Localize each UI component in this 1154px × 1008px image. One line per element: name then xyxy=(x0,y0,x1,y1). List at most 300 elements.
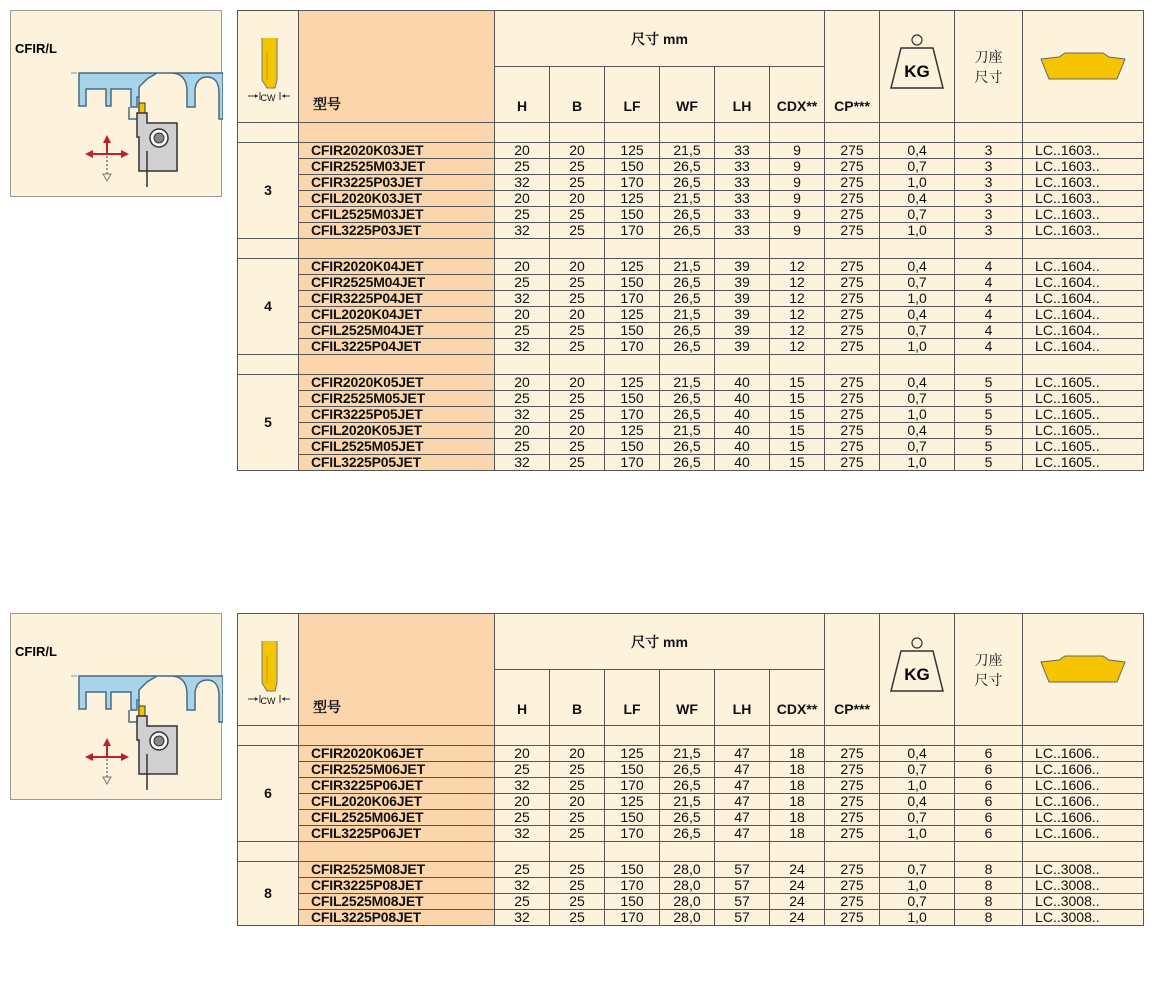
spacer-cell xyxy=(605,239,660,259)
panel-title: CFIR/L xyxy=(15,644,57,659)
wf-cell: 26,5 xyxy=(660,223,715,239)
spacer-cell xyxy=(770,123,825,143)
spacer-cell xyxy=(1023,842,1144,862)
lf-cell: 150 xyxy=(605,894,660,910)
wf-cell: 26,5 xyxy=(660,159,715,175)
table-row xyxy=(238,762,1144,778)
h-cell: 20 xyxy=(495,143,550,159)
lh-cell: 39 xyxy=(715,259,770,275)
cp-header: CP*** xyxy=(825,11,880,123)
dimensions-header: 尺寸 mm xyxy=(495,614,825,670)
spacer-cell xyxy=(495,123,550,143)
cdx-cell: 18 xyxy=(770,746,825,762)
spacer-cell xyxy=(238,726,299,746)
spacer-cell xyxy=(715,123,770,143)
cdx-cell: 12 xyxy=(770,291,825,307)
model-cell: CFIL3225P03JET xyxy=(299,223,495,239)
insert-cell: LC..1605.. xyxy=(1023,423,1144,439)
cp-cell: 275 xyxy=(825,407,880,423)
table-row xyxy=(238,778,1144,794)
spacer-cell xyxy=(550,355,605,375)
holder-size-cell: 5 xyxy=(955,391,1023,407)
workpiece-profile-icon xyxy=(71,73,223,119)
lf-cell: 150 xyxy=(605,323,660,339)
lf-cell: 170 xyxy=(605,826,660,842)
h-cell: 25 xyxy=(495,207,550,223)
cdx-cell: 18 xyxy=(770,810,825,826)
h-cell: 25 xyxy=(495,159,550,175)
spacer-cell xyxy=(825,123,880,143)
lf-cell: 170 xyxy=(605,878,660,894)
lf-cell: 170 xyxy=(605,339,660,355)
cdx-header: CDX** xyxy=(770,670,825,726)
table-row xyxy=(238,810,1144,826)
spacer-cell xyxy=(495,239,550,259)
lh-cell: 39 xyxy=(715,291,770,307)
cp-cell: 275 xyxy=(825,910,880,926)
weight-cell: 1,0 xyxy=(880,223,955,239)
spacer-cell xyxy=(495,726,550,746)
lf-header: LF xyxy=(605,67,660,123)
weight-cell: 0,7 xyxy=(880,810,955,826)
model-cell: CFIR2525M06JET xyxy=(299,762,495,778)
spacer-cell xyxy=(299,355,495,375)
cdx-cell: 9 xyxy=(770,159,825,175)
h-cell: 32 xyxy=(495,407,550,423)
b-header: B xyxy=(550,670,605,726)
spacer-cell xyxy=(770,239,825,259)
spacer-cell xyxy=(1023,726,1144,746)
model-cell: CFIL3225P08JET xyxy=(299,910,495,926)
spacer-cell xyxy=(770,842,825,862)
wf-cell: 21,5 xyxy=(660,794,715,810)
holder-size-cell: 4 xyxy=(955,323,1023,339)
wf-cell: 21,5 xyxy=(660,259,715,275)
b-cell: 20 xyxy=(550,307,605,323)
insert-shape-icon xyxy=(1037,45,1129,85)
spacer-cell xyxy=(825,355,880,375)
model-cell: CFIL2020K04JET xyxy=(299,307,495,323)
insert-cell: LC..1603.. xyxy=(1023,175,1144,191)
h-cell: 25 xyxy=(495,894,550,910)
insert-cell: LC..3008.. xyxy=(1023,910,1144,926)
cp-cell: 275 xyxy=(825,275,880,291)
h-cell: 20 xyxy=(495,794,550,810)
model-cell: CFIR2020K04JET xyxy=(299,259,495,275)
spacer-cell xyxy=(955,726,1023,746)
weight-kg-icon xyxy=(887,633,947,703)
insert-cell: LC..3008.. xyxy=(1023,894,1144,910)
insert-cell: LC..1606.. xyxy=(1023,826,1144,842)
insert-cell: LC..1603.. xyxy=(1023,143,1144,159)
wf-cell: 21,5 xyxy=(660,191,715,207)
cp-cell: 275 xyxy=(825,894,880,910)
b-cell: 25 xyxy=(550,894,605,910)
b-cell: 25 xyxy=(550,223,605,239)
cp-cell: 275 xyxy=(825,375,880,391)
b-header: B xyxy=(550,67,605,123)
tool-shank-icon xyxy=(137,113,177,187)
model-cell: CFIR2020K03JET xyxy=(299,143,495,159)
model-cell: CFIL2020K05JET xyxy=(299,423,495,439)
lf-cell: 125 xyxy=(605,191,660,207)
cdx-cell: 9 xyxy=(770,175,825,191)
table-row xyxy=(238,323,1144,339)
cp-cell: 275 xyxy=(825,862,880,878)
weight-cell: 0,7 xyxy=(880,439,955,455)
spacer-cell xyxy=(605,355,660,375)
spacer-cell xyxy=(605,123,660,143)
lh-header: LH xyxy=(715,67,770,123)
weight-cell: 0,4 xyxy=(880,423,955,439)
insert-cell: LC..1606.. xyxy=(1023,794,1144,810)
cw-label: CW xyxy=(260,696,276,706)
wf-cell: 21,5 xyxy=(660,307,715,323)
insert-cell: LC..1604.. xyxy=(1023,291,1144,307)
spacer-cell xyxy=(238,239,299,259)
h-cell: 25 xyxy=(495,862,550,878)
wf-cell: 21,5 xyxy=(660,423,715,439)
spacer-cell xyxy=(660,726,715,746)
weight-cell: 0,7 xyxy=(880,207,955,223)
weight-cell: 0,7 xyxy=(880,159,955,175)
h-cell: 20 xyxy=(495,307,550,323)
b-cell: 25 xyxy=(550,207,605,223)
insert-tip-icon xyxy=(139,706,145,716)
lh-cell: 47 xyxy=(715,762,770,778)
spec-table xyxy=(237,613,1144,926)
table-row xyxy=(238,259,1144,275)
table-row xyxy=(238,746,1144,762)
spacer-cell xyxy=(238,355,299,375)
spacer-cell xyxy=(238,842,299,862)
wf-cell: 26,5 xyxy=(660,323,715,339)
cw-label: CW xyxy=(260,93,276,103)
b-cell: 25 xyxy=(550,862,605,878)
wf-cell: 26,5 xyxy=(660,339,715,355)
b-cell: 25 xyxy=(550,810,605,826)
table-row xyxy=(238,339,1144,355)
spacer-cell xyxy=(495,355,550,375)
lh-cell: 40 xyxy=(715,391,770,407)
cp-cell: 275 xyxy=(825,455,880,471)
weight-header xyxy=(880,11,955,123)
cp-cell: 275 xyxy=(825,323,880,339)
holder-size-cell: 3 xyxy=(955,191,1023,207)
spacer-cell xyxy=(660,239,715,259)
insert-cell: LC..1603.. xyxy=(1023,191,1144,207)
lh-cell: 57 xyxy=(715,878,770,894)
holder-size-cell: 5 xyxy=(955,423,1023,439)
wf-cell: 26,5 xyxy=(660,207,715,223)
lf-cell: 170 xyxy=(605,175,660,191)
cp-cell: 275 xyxy=(825,291,880,307)
tool-cw-icon xyxy=(245,30,291,120)
weight-cell: 0,7 xyxy=(880,323,955,339)
lh-cell: 40 xyxy=(715,375,770,391)
insert-cell: LC..1606.. xyxy=(1023,810,1144,826)
cp-cell: 275 xyxy=(825,223,880,239)
h-cell: 20 xyxy=(495,191,550,207)
lf-cell: 150 xyxy=(605,762,660,778)
group-spacer-row xyxy=(238,239,1144,259)
lh-cell: 33 xyxy=(715,159,770,175)
lh-cell: 57 xyxy=(715,910,770,926)
holder-size-cell: 4 xyxy=(955,339,1023,355)
holder-size-header xyxy=(955,614,1023,726)
wf-header: WF xyxy=(660,67,715,123)
lf-cell: 170 xyxy=(605,910,660,926)
cdx-cell: 24 xyxy=(770,878,825,894)
spacer-cell xyxy=(715,726,770,746)
b-cell: 25 xyxy=(550,291,605,307)
model-cell: CFIL3225P06JET xyxy=(299,826,495,842)
wf-cell: 26,5 xyxy=(660,407,715,423)
b-cell: 25 xyxy=(550,323,605,339)
lf-cell: 125 xyxy=(605,307,660,323)
holder-size-cell: 8 xyxy=(955,862,1023,878)
insert-shape-icon xyxy=(1037,648,1129,688)
cp-cell: 275 xyxy=(825,746,880,762)
cp-cell: 275 xyxy=(825,810,880,826)
lh-cell: 40 xyxy=(715,439,770,455)
cw-header xyxy=(238,11,299,123)
wf-cell: 26,5 xyxy=(660,762,715,778)
holder-size-cell: 5 xyxy=(955,407,1023,423)
holder-size-header xyxy=(955,11,1023,123)
cdx-cell: 9 xyxy=(770,143,825,159)
weight-header xyxy=(880,614,955,726)
table1-body xyxy=(238,123,1144,471)
spacer-cell xyxy=(955,123,1023,143)
insert-cell: LC..1603.. xyxy=(1023,223,1144,239)
b-cell: 20 xyxy=(550,423,605,439)
holder-size-cell: 4 xyxy=(955,275,1023,291)
workpiece-profile-icon xyxy=(71,676,223,722)
holder-size-cell: 4 xyxy=(955,259,1023,275)
cdx-cell: 12 xyxy=(770,275,825,291)
h-cell: 25 xyxy=(495,762,550,778)
cp-cell: 275 xyxy=(825,191,880,207)
cdx-cell: 18 xyxy=(770,762,825,778)
cdx-cell: 9 xyxy=(770,191,825,207)
h-cell: 20 xyxy=(495,259,550,275)
table-row xyxy=(238,207,1144,223)
model-cell: CFIL2525M04JET xyxy=(299,323,495,339)
insert-tip-icon xyxy=(139,103,145,113)
table-row xyxy=(238,375,1144,391)
lf-header: LF xyxy=(605,670,660,726)
cp-cell: 275 xyxy=(825,307,880,323)
feed-direction-arrows-icon xyxy=(85,135,129,181)
lf-cell: 170 xyxy=(605,291,660,307)
b-cell: 20 xyxy=(550,259,605,275)
cp-cell: 275 xyxy=(825,794,880,810)
lh-cell: 57 xyxy=(715,862,770,878)
spacer-cell xyxy=(660,842,715,862)
wf-cell: 21,5 xyxy=(660,746,715,762)
spacer-cell xyxy=(825,726,880,746)
model-cell: CFIR3225P05JET xyxy=(299,407,495,423)
spacer-cell xyxy=(299,239,495,259)
insert-cell: LC..3008.. xyxy=(1023,878,1144,894)
size-group-cell: 6 xyxy=(238,746,299,842)
table-row xyxy=(238,423,1144,439)
weight-cell: 1,0 xyxy=(880,878,955,894)
lh-cell: 47 xyxy=(715,826,770,842)
cdx-cell: 12 xyxy=(770,339,825,355)
h-cell: 25 xyxy=(495,275,550,291)
weight-cell: 0,4 xyxy=(880,307,955,323)
lh-cell: 40 xyxy=(715,407,770,423)
weight-kg-icon xyxy=(887,30,947,100)
model-cell: CFIL2525M06JET xyxy=(299,810,495,826)
insert-cell: LC..1606.. xyxy=(1023,746,1144,762)
holder-size-cell: 5 xyxy=(955,439,1023,455)
holder-size-cell: 3 xyxy=(955,175,1023,191)
weight-cell: 0,4 xyxy=(880,191,955,207)
lf-cell: 170 xyxy=(605,455,660,471)
holder-diagram-icon xyxy=(11,11,223,198)
spacer-cell xyxy=(880,726,955,746)
cdx-cell: 9 xyxy=(770,207,825,223)
model-cell: CFIR3225P04JET xyxy=(299,291,495,307)
b-cell: 25 xyxy=(550,339,605,355)
holder-size-cell: 8 xyxy=(955,894,1023,910)
h-header: H xyxy=(495,67,550,123)
spacer-cell xyxy=(605,842,660,862)
model-cell: CFIL3225P05JET xyxy=(299,455,495,471)
cdx-cell: 24 xyxy=(770,894,825,910)
cdx-cell: 12 xyxy=(770,307,825,323)
lh-cell: 33 xyxy=(715,223,770,239)
lf-cell: 150 xyxy=(605,810,660,826)
holder-size-cell: 6 xyxy=(955,778,1023,794)
lf-cell: 150 xyxy=(605,275,660,291)
holder-size-cell: 8 xyxy=(955,878,1023,894)
lh-cell: 40 xyxy=(715,455,770,471)
weight-cell: 1,0 xyxy=(880,175,955,191)
wf-cell: 26,5 xyxy=(660,391,715,407)
holder-size-cell: 3 xyxy=(955,207,1023,223)
table-row xyxy=(238,143,1144,159)
b-cell: 25 xyxy=(550,159,605,175)
weight-cell: 1,0 xyxy=(880,291,955,307)
kg-label: KG xyxy=(904,665,930,684)
model-cell: CFIL2525M05JET xyxy=(299,439,495,455)
wf-cell: 26,5 xyxy=(660,439,715,455)
group-spacer-row xyxy=(238,123,1144,143)
model-cell: CFIR3225P06JET xyxy=(299,778,495,794)
table-row xyxy=(238,223,1144,239)
lh-header: LH xyxy=(715,670,770,726)
model-cell: CFIL2020K06JET xyxy=(299,794,495,810)
insert-cell: LC..1604.. xyxy=(1023,323,1144,339)
b-cell: 20 xyxy=(550,143,605,159)
spacer-cell xyxy=(495,842,550,862)
model-cell: CFIL3225P04JET xyxy=(299,339,495,355)
cdx-cell: 18 xyxy=(770,826,825,842)
size-group-cell: 8 xyxy=(238,862,299,926)
spacer-cell xyxy=(770,726,825,746)
weight-cell: 0,4 xyxy=(880,143,955,159)
cdx-cell: 15 xyxy=(770,407,825,423)
wf-cell: 26,5 xyxy=(660,455,715,471)
lf-cell: 125 xyxy=(605,794,660,810)
holder-size-cell: 5 xyxy=(955,375,1023,391)
tool-illustration-panel xyxy=(10,10,222,197)
group-spacer-row xyxy=(238,355,1144,375)
weight-cell: 1,0 xyxy=(880,339,955,355)
h-cell: 32 xyxy=(495,223,550,239)
size-group-cell: 3 xyxy=(238,143,299,239)
holder-size-cell: 6 xyxy=(955,794,1023,810)
wf-cell: 26,5 xyxy=(660,291,715,307)
cp-cell: 275 xyxy=(825,762,880,778)
weight-cell: 0,4 xyxy=(880,794,955,810)
h-cell: 32 xyxy=(495,175,550,191)
dimensions-header: 尺寸 mm xyxy=(495,11,825,67)
insert-cell: LC..1605.. xyxy=(1023,407,1144,423)
h-cell: 25 xyxy=(495,810,550,826)
b-cell: 25 xyxy=(550,391,605,407)
lh-cell: 57 xyxy=(715,894,770,910)
holder-size-cell: 8 xyxy=(955,910,1023,926)
holder-size-cell: 6 xyxy=(955,810,1023,826)
lf-cell: 125 xyxy=(605,143,660,159)
lh-cell: 33 xyxy=(715,191,770,207)
insert-cell: LC..1603.. xyxy=(1023,159,1144,175)
table2-body xyxy=(238,726,1144,926)
spacer-cell xyxy=(825,239,880,259)
cp-header: CP*** xyxy=(825,614,880,726)
cdx-cell: 15 xyxy=(770,391,825,407)
spacer-cell xyxy=(550,123,605,143)
lh-cell: 33 xyxy=(715,143,770,159)
model-cell: CFIL2020K03JET xyxy=(299,191,495,207)
model-cell: CFIL2525M08JET xyxy=(299,894,495,910)
spacer-cell xyxy=(880,239,955,259)
h-cell: 25 xyxy=(495,391,550,407)
group-spacer-row xyxy=(238,842,1144,862)
wf-cell: 26,5 xyxy=(660,778,715,794)
model-cell: CFIR2020K06JET xyxy=(299,746,495,762)
cp-cell: 275 xyxy=(825,259,880,275)
cp-cell: 275 xyxy=(825,391,880,407)
weight-cell: 0,7 xyxy=(880,862,955,878)
wf-cell: 26,5 xyxy=(660,826,715,842)
cp-cell: 275 xyxy=(825,175,880,191)
table-row xyxy=(238,826,1144,842)
b-cell: 25 xyxy=(550,275,605,291)
weight-cell: 1,0 xyxy=(880,407,955,423)
h-cell: 20 xyxy=(495,423,550,439)
b-cell: 25 xyxy=(550,910,605,926)
table-row xyxy=(238,275,1144,291)
b-cell: 20 xyxy=(550,375,605,391)
spacer-cell xyxy=(299,726,495,746)
lf-cell: 125 xyxy=(605,423,660,439)
lf-cell: 150 xyxy=(605,439,660,455)
b-cell: 25 xyxy=(550,175,605,191)
weight-cell: 1,0 xyxy=(880,826,955,842)
insert-cell: LC..1604.. xyxy=(1023,259,1144,275)
cdx-cell: 15 xyxy=(770,423,825,439)
lh-cell: 33 xyxy=(715,175,770,191)
table-row xyxy=(238,175,1144,191)
model-cell: CFIL2525M03JET xyxy=(299,207,495,223)
group-spacer-row xyxy=(238,726,1144,746)
